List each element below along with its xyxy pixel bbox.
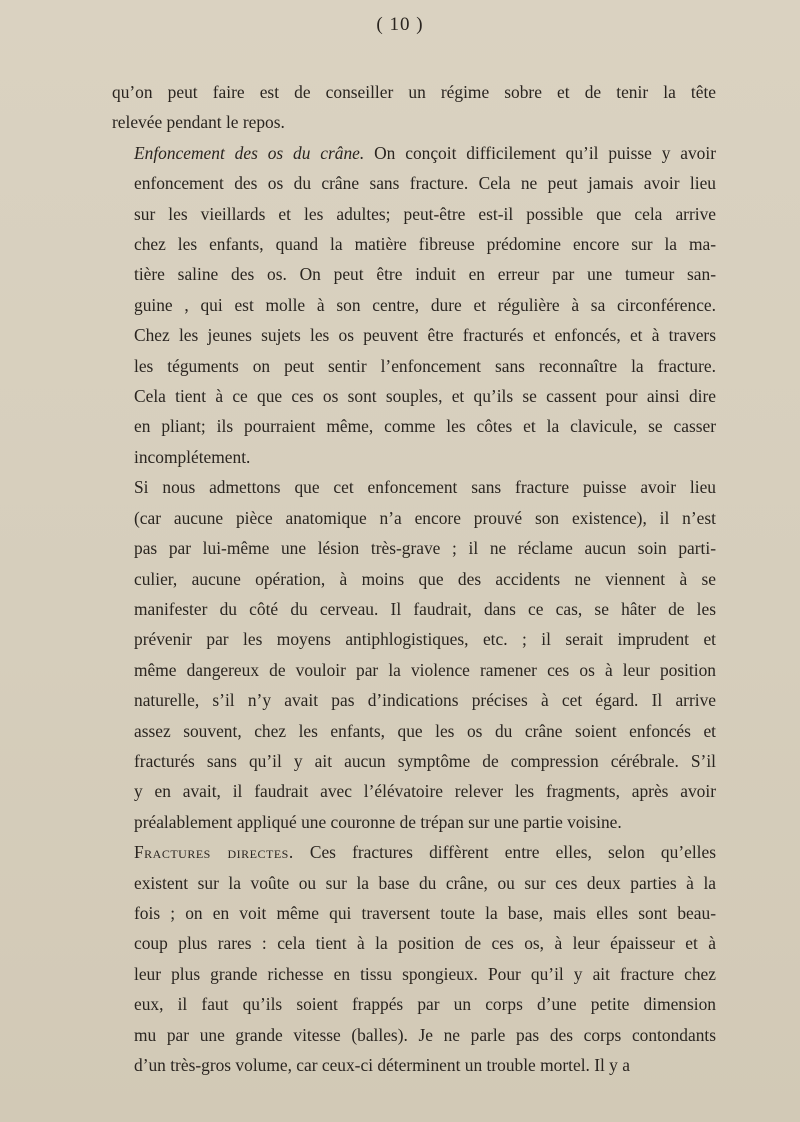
line-text: relevée pendant le repos. bbox=[112, 112, 285, 133]
text-line bbox=[112, 107, 716, 137]
line-text: Ces fractures diffèrent entre elles, selon qu’elles bbox=[293, 842, 716, 863]
text-line bbox=[112, 1020, 716, 1050]
text-line bbox=[112, 837, 716, 867]
paragraph-p3 bbox=[112, 472, 716, 837]
text-line bbox=[112, 564, 716, 594]
line-text: tière saline des os. On peut être induit en erreur par une tumeur san- bbox=[134, 264, 716, 285]
line-text: chez les enfants, quand la matière fibreuse prédomine encore sur la ma- bbox=[134, 234, 716, 255]
paragraph-heading: Fractures directes. bbox=[134, 842, 294, 863]
line-text: qu’on peut faire est de conseiller un régime sobre et de tenir la tête bbox=[112, 82, 716, 102]
line-text: guine , qui est molle à son centre, dure et régulière à sa circonférence. bbox=[134, 294, 716, 315]
line-text: incomplétement. bbox=[134, 446, 251, 467]
text-line bbox=[112, 503, 716, 533]
text-line bbox=[112, 290, 716, 320]
text-line bbox=[112, 716, 716, 746]
line-text: fracturés sans qu’il y ait aucun symptôme de compression cérébrale. S’il bbox=[134, 750, 716, 771]
text-line bbox=[112, 685, 716, 715]
line-text: fois ; on en voit même qui traversent toute la base, mais elles sont beau- bbox=[134, 902, 716, 923]
line-text: y en avait, il faudrait avec l’élévatoire relever les fragments, après avoir bbox=[134, 781, 716, 802]
line-text: eux, il faut qu’ils soient frappés par un corps d’une petite dimension bbox=[134, 994, 716, 1015]
paragraph-p2 bbox=[112, 138, 716, 472]
text-line bbox=[112, 229, 716, 259]
line-text: pas par lui-même une lésion très-grave ; il ne réclame aucun soin parti- bbox=[134, 538, 716, 559]
text-line bbox=[112, 199, 716, 229]
text-line bbox=[112, 807, 716, 837]
text-line bbox=[112, 624, 716, 654]
line-text: leur plus grande richesse en tissu spongieux. Pour qu’il y ait fracture chez bbox=[134, 963, 716, 984]
line-text: assez souvent, chez les enfants, que les os du crâne soient enfoncés et bbox=[134, 720, 716, 741]
line-text: Cela tient à ce que ces os sont souples, et qu’ils se cassent pour ainsi dire bbox=[134, 386, 716, 407]
paragraph-heading: Enfoncement des os du crâne. bbox=[134, 142, 365, 163]
text-line bbox=[112, 381, 716, 411]
paragraph-p4 bbox=[112, 837, 716, 1080]
line-text: en pliant; ils pourraient même, comme les côtes et la clavicule, se casser bbox=[134, 416, 716, 437]
line-text: On conçoit difficilement qu’il puisse y avoir bbox=[364, 142, 716, 163]
body-text bbox=[112, 77, 716, 1080]
text-line bbox=[112, 989, 716, 1019]
text-line bbox=[112, 320, 716, 350]
text-line bbox=[112, 259, 716, 289]
paragraph-p1 bbox=[112, 77, 716, 138]
text-line bbox=[112, 351, 716, 381]
line-text: sur les vieillards et les adultes; peut-être est-il possible que cela arrive bbox=[134, 203, 716, 224]
line-text: mu par une grande vitesse (balles). Je ne parle pas des corps contondants bbox=[134, 1024, 716, 1045]
line-text: naturelle, s’il n’y avait pas d’indications précises à cet égard. Il arrive bbox=[134, 690, 716, 711]
line-text: enfoncement des os du crâne sans fracture. Cela ne peut jamais avoir lieu bbox=[134, 173, 716, 194]
text-line bbox=[112, 868, 716, 898]
text-line bbox=[112, 594, 716, 624]
text-line bbox=[112, 928, 716, 958]
text-line bbox=[112, 959, 716, 989]
line-text: même dangereux de vouloir par la violence ramener ces os à leur position bbox=[134, 659, 716, 680]
text-line bbox=[112, 138, 716, 168]
line-text: préalablement appliqué une couronne de trépan sur une partie voisine. bbox=[134, 811, 622, 832]
text-line bbox=[112, 411, 716, 441]
text-line bbox=[112, 533, 716, 563]
line-text: les téguments on peut sentir l’enfoncement sans reconnaître la fracture. bbox=[134, 355, 716, 376]
line-text: Chez les jeunes sujets les os peuvent être fracturés et enfoncés, et à travers bbox=[134, 325, 716, 346]
text-line bbox=[112, 746, 716, 776]
line-text: prévenir par les moyens antiphlogistiques, etc. ; il serait imprudent et bbox=[134, 629, 716, 650]
text-line bbox=[112, 77, 716, 107]
text-line bbox=[112, 655, 716, 685]
text-line bbox=[112, 168, 716, 198]
text-line bbox=[112, 442, 716, 472]
text-line bbox=[112, 1050, 716, 1080]
page-number: ( 10 ) bbox=[376, 14, 424, 35]
line-text: existent sur la voûte ou sur la base du crâne, ou sur ces deux parties à la bbox=[134, 872, 716, 893]
line-text: (car aucune pièce anatomique n’a encore prouvé son existence), il n’est bbox=[134, 507, 716, 528]
line-text: Si nous admettons que cet enfoncement sans fracture puisse avoir lieu bbox=[134, 477, 716, 498]
line-text: coup plus rares : cela tient à la position de ces os, à leur épaisseur et à bbox=[134, 933, 716, 954]
line-text: manifester du côté du cerveau. Il faudrait, dans ce cas, se hâter de les bbox=[134, 598, 716, 619]
text-line bbox=[112, 776, 716, 806]
line-text: d’un très-gros volume, car ceux-ci déterminent un trouble mortel. Il y a bbox=[134, 1055, 630, 1075]
text-line bbox=[112, 472, 716, 502]
line-text: culier, aucune opération, à moins que des accidents ne viennent à se bbox=[134, 568, 716, 589]
text-line bbox=[112, 898, 716, 928]
